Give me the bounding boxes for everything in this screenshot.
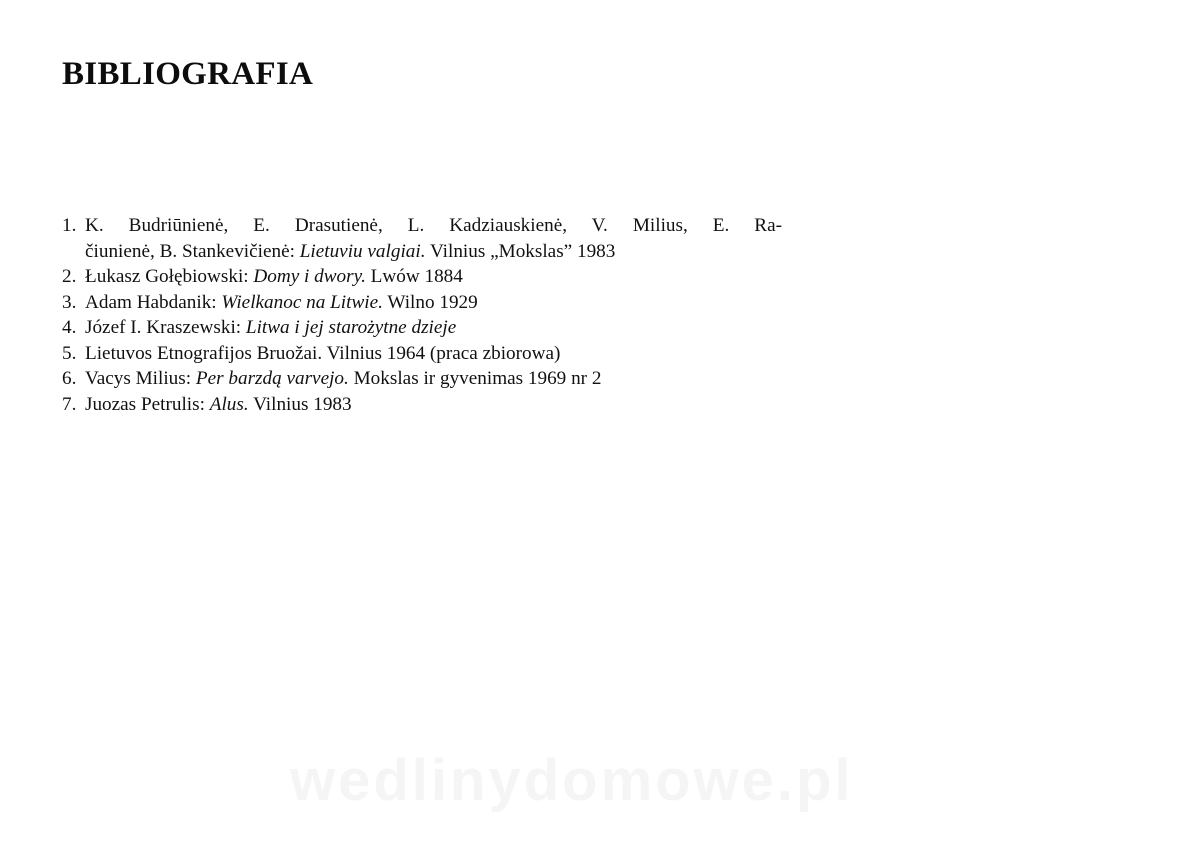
entry-publication: Wilno 1929 (382, 291, 478, 313)
entry-title: Wielkanoc na Litwie. (221, 291, 383, 313)
entry-title: Alus. (209, 393, 249, 415)
bibliography-entry-6 (62, 366, 782, 392)
entry-authors: Adam Habdanik: (85, 291, 222, 313)
entry-number: 6. (62, 368, 77, 389)
entry-authors: Lietuvos Etnografijos Bruožai. Vilnius 1964 (praca zbiorowa) (85, 342, 561, 364)
entry-number: 2. (62, 266, 77, 287)
entry-publication: Vilnius „Mokslas” 1983 (425, 240, 616, 262)
entry-number: 3. (62, 291, 77, 313)
bibliography-entry-3 (62, 290, 782, 316)
entry-number: 4. (62, 317, 77, 338)
entry-number: 1. (62, 215, 77, 236)
entry-title: Lietuviu valgiai. (299, 240, 426, 262)
page-title: BIBLIOGRAFIA (62, 56, 314, 92)
entry-title: Litwa i jej starożytne dzieje (245, 317, 457, 338)
entry-number: 5. (62, 342, 77, 364)
bibliography-entry-2 (62, 264, 782, 290)
entry-title: Per barzdą varvejo. (195, 368, 349, 389)
entry-authors: Juozas Petrulis: (85, 393, 210, 415)
entry-authors: Vacys Milius: (85, 368, 196, 389)
entry-authors-line: K. Budriūnienė, E. Drasutienė, L. Kadziauskienė, V. Milius, E. Ra- (85, 215, 782, 236)
entry-publication: Lwów 1884 (365, 266, 463, 287)
bibliography-entry-5 (62, 341, 782, 367)
entry-authors: Łukasz Gołębiowski: (85, 266, 254, 287)
entry-number: 7. (62, 393, 77, 415)
entry-authors: Józef I. Kraszewski: (85, 317, 246, 338)
entry-authors: čiunienė, B. Stankevičienė: (85, 240, 300, 262)
bibliography-entry-1 (62, 213, 782, 264)
bibliography-entry-7 (62, 392, 782, 418)
entry-publication: Vilnius 1983 (248, 393, 352, 415)
bibliography-entry-4 (62, 315, 782, 341)
bibliography-list (62, 213, 782, 417)
watermark: wedlinydomowe.pl (290, 748, 854, 813)
entry-title: Domy i dwory. (253, 266, 366, 287)
entry-publication: Mokslas ir gyvenimas 1969 nr 2 (348, 368, 602, 389)
